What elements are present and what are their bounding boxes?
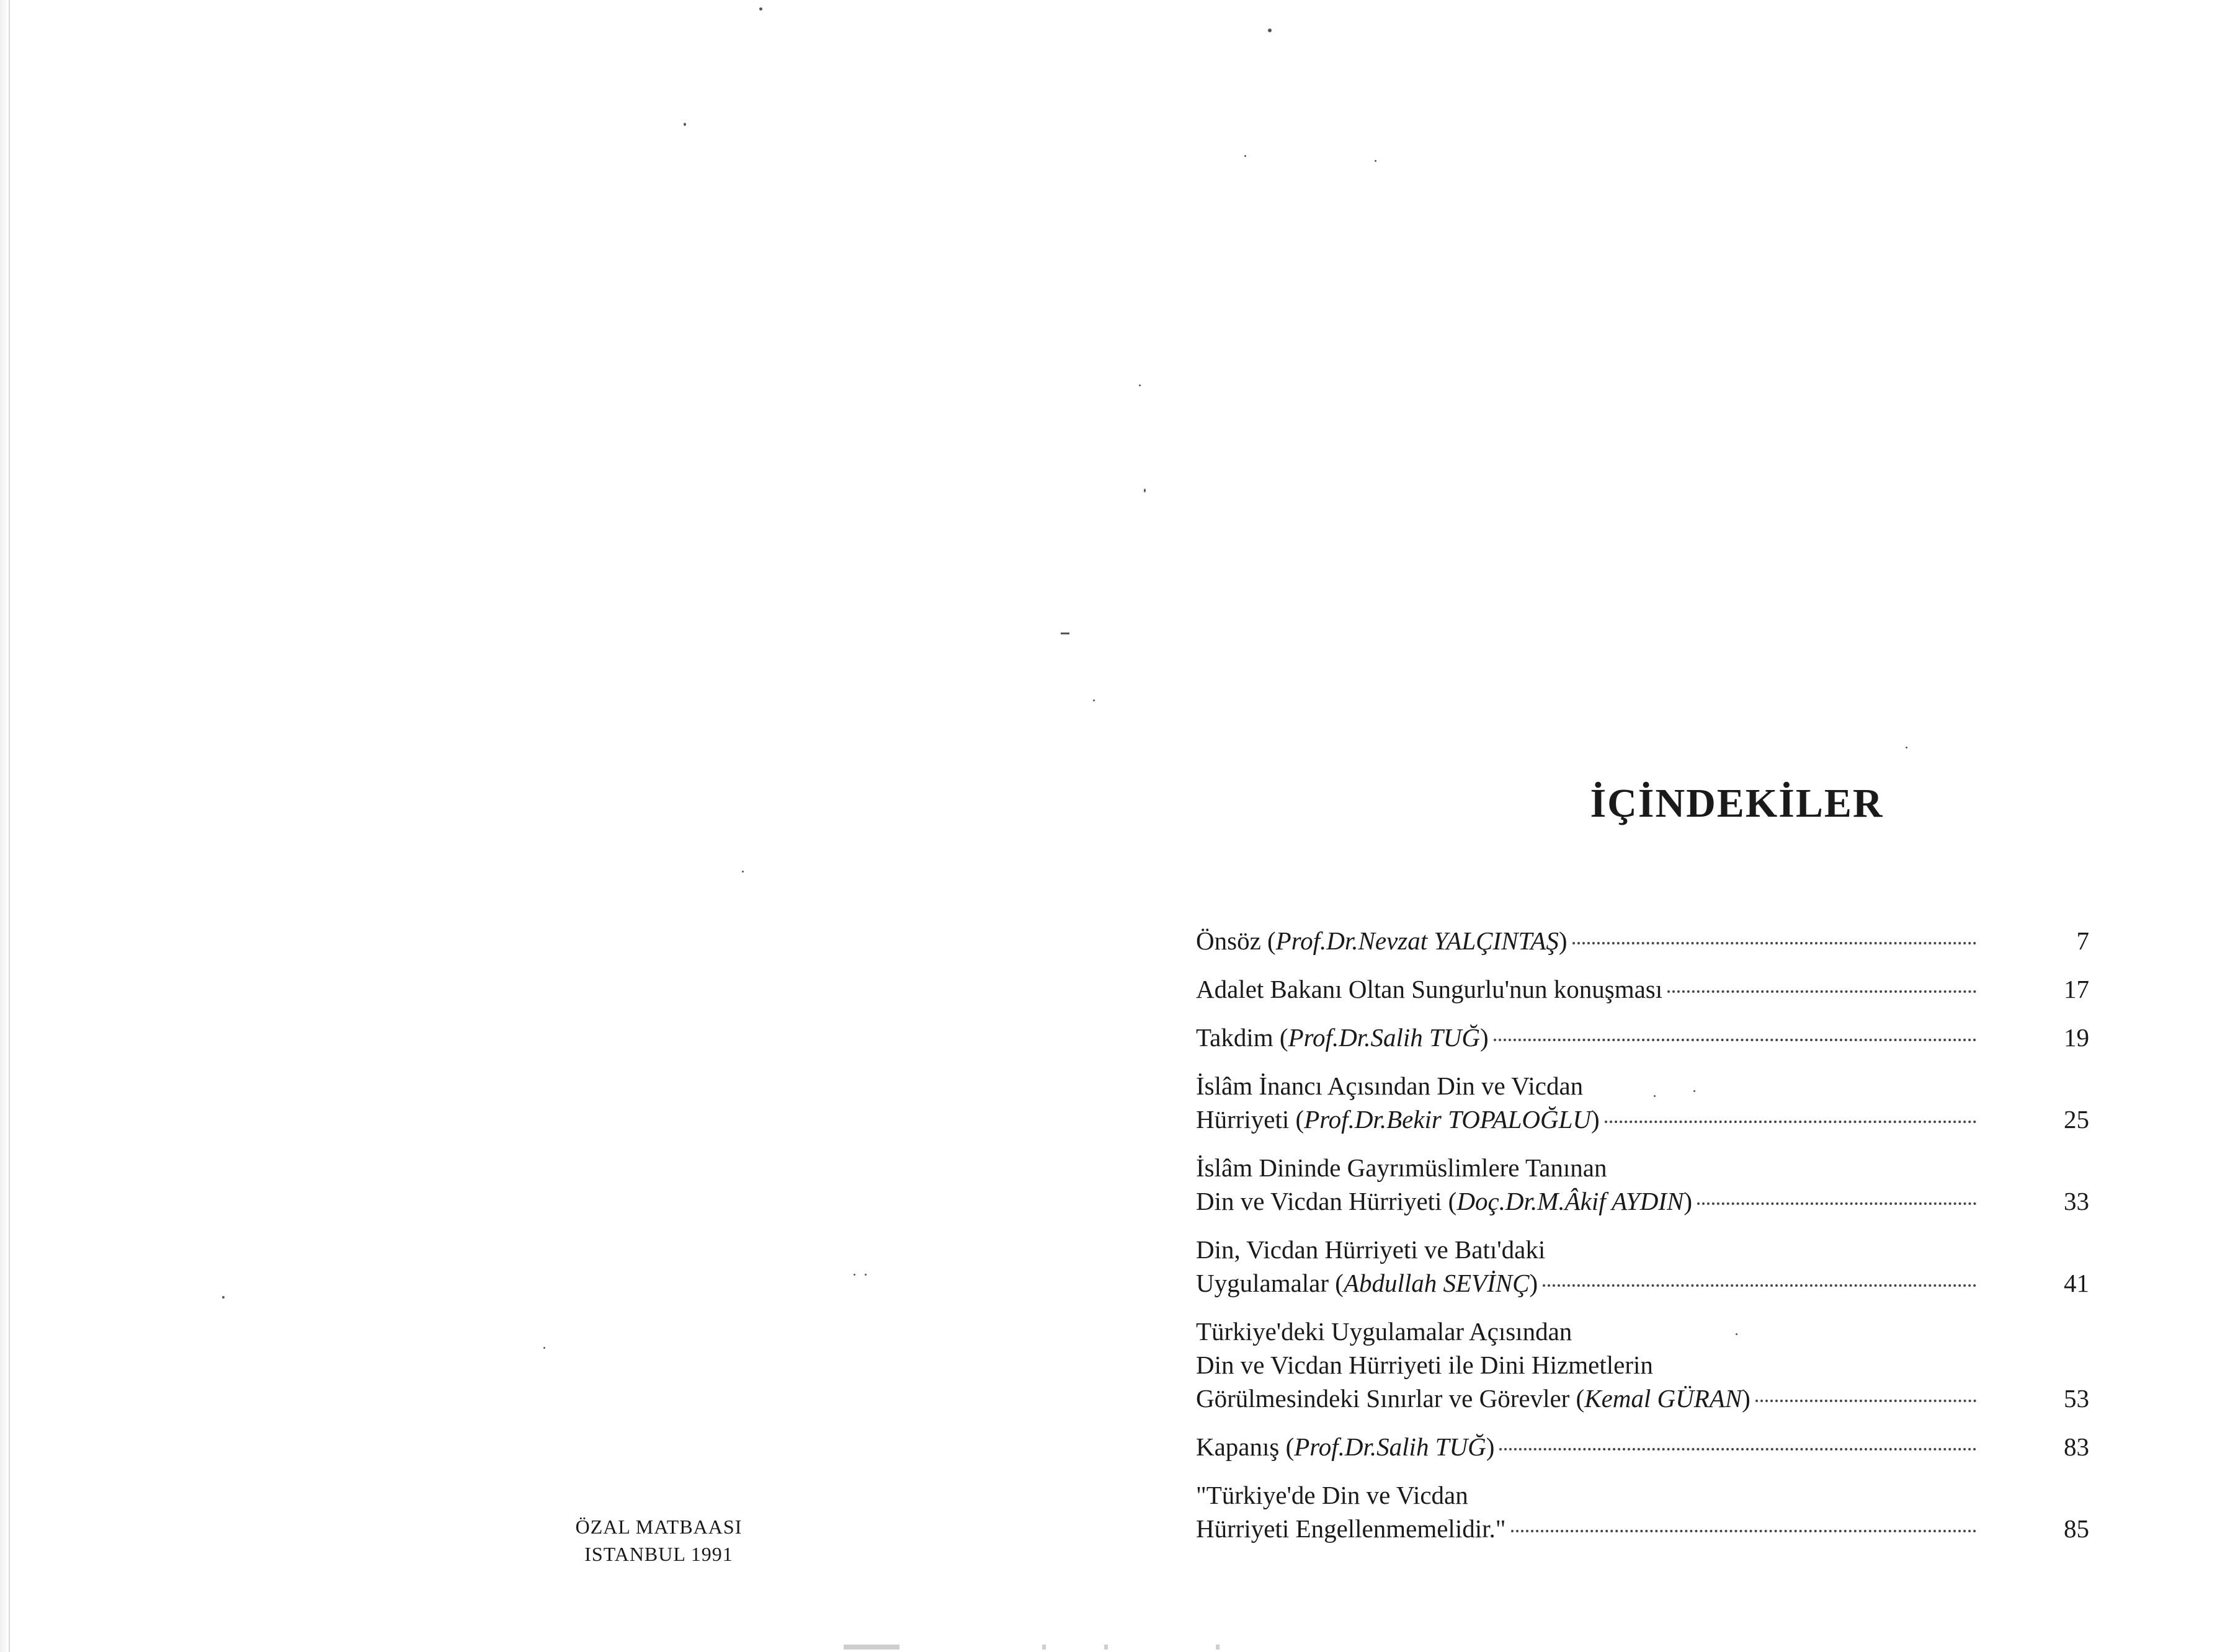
toc-entry [1196, 1021, 2089, 1054]
toc-entry-line: Din ve Vicdan Hürriyeti ile Dini Hizmetlerin [1196, 1351, 1653, 1379]
toc-entry-final-line [1196, 1103, 2089, 1136]
dot-leader [1499, 1448, 1976, 1450]
toc-entry [1196, 1430, 2089, 1463]
toc-entry-title-text: Hürriyeti Engellenmemelidir." [1196, 1514, 1506, 1543]
scan-speck [742, 871, 744, 873]
scan-speck [1244, 155, 1246, 157]
toc-entry [1196, 1069, 2089, 1136]
dot-leader [1605, 1121, 1976, 1123]
toc-entry-line: "Türkiye'de Din ve Vicdan [1196, 1481, 1468, 1509]
imprint-place-year: ISTANBUL 1991 [584, 1543, 733, 1565]
toc-entry-title [1196, 1512, 1506, 1545]
toc-entry-author: Prof.Dr.Bekir TOPALOĞLU [1304, 1105, 1592, 1134]
toc-entry-page-number: 19 [2064, 1023, 2089, 1052]
toc-entry [1196, 1233, 2089, 1300]
toc-entry-line: Türkiye'deki Uygulamalar Açısından [1196, 1317, 1572, 1346]
toc-entry-title [1196, 1266, 1538, 1300]
table-of-contents [1196, 924, 2089, 1560]
toc-entry-title-text: Önsöz ( [1196, 926, 1276, 955]
toc-entry-title-suffix: ) [1486, 1432, 1495, 1461]
toc-entry [1196, 924, 2089, 957]
toc-entry-line: İslâm İnancı Açısından Din ve Vicdan [1196, 1072, 1584, 1100]
toc-entry-title-text: Din ve Vicdan Hürriyeti ( [1196, 1187, 1457, 1215]
toc-entry-page-number: 33 [2064, 1187, 2089, 1215]
scan-speck [1375, 160, 1376, 162]
toc-entry-title-suffix: ) [1591, 1105, 1600, 1134]
toc-entry-author: Doç.Dr.M.Âkif AYDIN [1456, 1187, 1684, 1215]
scan-speck [684, 123, 686, 126]
toc-entry-final-line [1196, 1430, 2089, 1463]
toc-entry-title [1196, 1103, 1600, 1136]
toc-entry-title-suffix: ) [1529, 1269, 1538, 1297]
toc-entry-page-number: 25 [2064, 1105, 2089, 1134]
toc-entry-author: Prof.Dr.Salih TUĞ [1288, 1023, 1481, 1052]
toc-entry-title-text: Takdim ( [1196, 1023, 1288, 1052]
toc-entry-author: Abdullah SEVİNÇ [1343, 1269, 1530, 1297]
imprint-printer: ÖZAL MATBAASI [575, 1516, 743, 1538]
toc-entry-title-text: Görülmesindeki Sınırlar ve Görevler ( [1196, 1384, 1585, 1413]
scan-speck [1061, 633, 1069, 634]
toc-entry-title-suffix: ) [1480, 1023, 1489, 1052]
scan-speck [865, 1274, 867, 1276]
toc-title: İÇİNDEKİLER [1590, 781, 1884, 826]
dot-leader [1543, 1284, 1976, 1287]
toc-entry-final-line [1196, 1382, 2089, 1415]
scan-artifact [844, 1645, 899, 1650]
scan-speck [1139, 384, 1141, 386]
printer-imprint [460, 1513, 857, 1568]
toc-entry-title [1196, 924, 1568, 957]
toc-entry-page-number: 17 [2064, 975, 2089, 1003]
scan-artifact [1104, 1645, 1108, 1650]
toc-entry-title-text: Hürriyeti ( [1196, 1105, 1305, 1134]
toc-entry-title [1196, 1382, 1751, 1415]
toc-entry-page-number: 41 [2064, 1269, 2089, 1297]
toc-entry-page-number: 85 [2064, 1514, 2089, 1543]
toc-entry-title [1196, 1021, 1489, 1054]
toc-entry-page-number: 7 [2076, 926, 2089, 955]
scan-artifact [1216, 1645, 1220, 1650]
toc-entry [1196, 1151, 2089, 1218]
scan-speck [543, 1347, 545, 1349]
toc-entry-title [1196, 972, 1662, 1006]
toc-entry-title-suffix: ) [1742, 1384, 1751, 1413]
dot-leader [1494, 1039, 1976, 1041]
toc-entry-final-line [1196, 1266, 2089, 1300]
toc-entry-author: Prof.Dr.Salih TUĞ [1294, 1432, 1486, 1461]
toc-entry-title [1196, 1184, 1692, 1218]
toc-entry-line: Din, Vicdan Hürriyeti ve Batı'daki [1196, 1235, 1546, 1264]
scan-speck [759, 7, 762, 11]
toc-entry [1196, 972, 2089, 1006]
toc-entry-final-line [1196, 1184, 2089, 1218]
page-edge [0, 0, 10, 1652]
toc-entry-page-number: 53 [2064, 1384, 2089, 1413]
toc-entry-title-text: Adalet Bakanı Oltan Sungurlu'nun konuşması [1196, 975, 1663, 1003]
toc-entry-title-text: Uygulamalar ( [1196, 1269, 1344, 1297]
toc-entry [1196, 1478, 2089, 1545]
toc-entry-final-line [1196, 1512, 2089, 1545]
toc-entry-author: Kemal GÜRAN [1584, 1384, 1742, 1413]
scan-artifact [1042, 1645, 1046, 1650]
toc-entry-final-line [1196, 1021, 2089, 1054]
dot-leader [1755, 1400, 1976, 1402]
scan-speck [1268, 29, 1272, 32]
toc-entry-final-line [1196, 924, 2089, 957]
toc-entry-author: Prof.Dr.Nevzat YALÇINTAŞ [1275, 926, 1559, 955]
toc-entry-final-line [1196, 972, 2089, 1006]
scan-speck [222, 1296, 225, 1299]
dot-leader [1697, 1202, 1976, 1205]
dot-leader [1667, 990, 1976, 993]
scan-speck [854, 1274, 855, 1276]
toc-entry-page-number: 83 [2064, 1432, 2089, 1461]
toc-entry-title [1196, 1430, 1494, 1463]
toc-entry-line: İslâm Dininde Gayrımüslimlere Tanınan [1196, 1153, 1607, 1182]
toc-entry-title-suffix: ) [1558, 926, 1568, 955]
scan-speck [1906, 747, 1907, 748]
scan-speck [1144, 489, 1146, 492]
toc-entry-title-suffix: ) [1684, 1187, 1692, 1215]
dot-leader [1511, 1530, 1977, 1532]
dot-leader [1572, 942, 1977, 944]
toc-entry [1196, 1315, 2089, 1415]
scan-speck [1093, 699, 1095, 701]
toc-entry-title-text: Kapanış ( [1196, 1432, 1295, 1461]
